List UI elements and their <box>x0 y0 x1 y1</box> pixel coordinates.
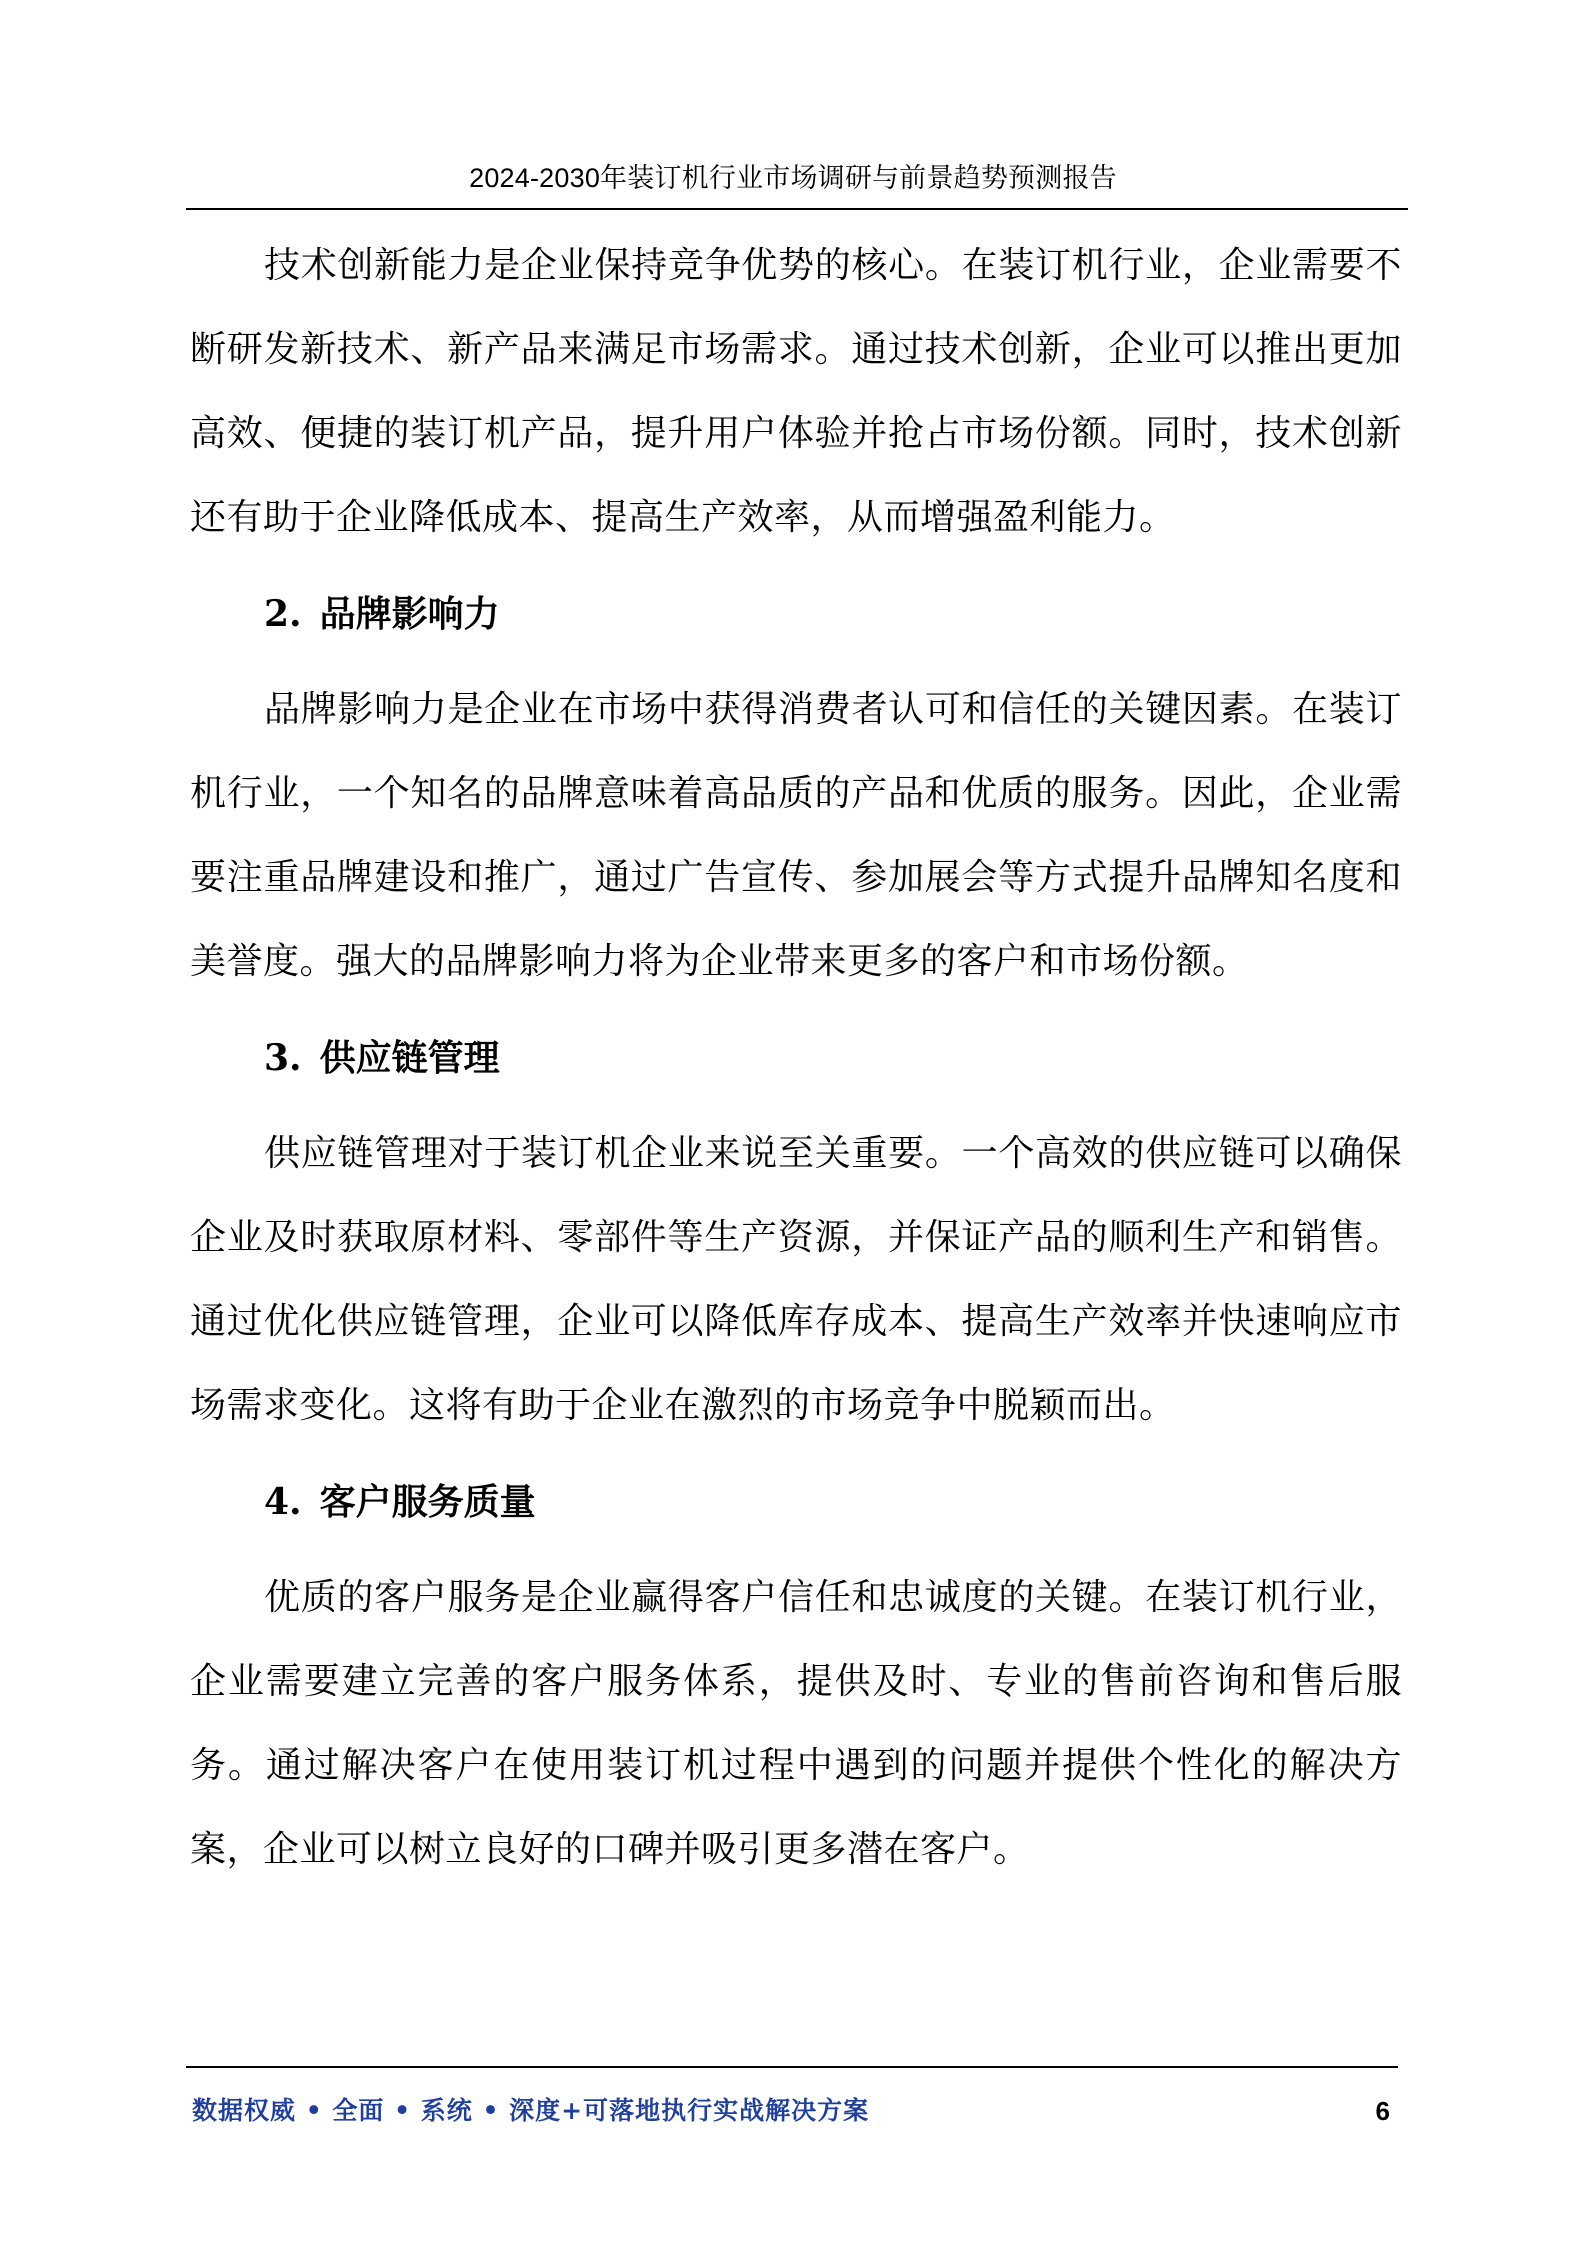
document-body <box>190 224 1402 1892</box>
section-paragraph-customer-service: 优质的客户服务是企业赢得客户信任和忠诚度的关键。在装订机行业，企业需要建立完善的客户服务体系，提供及时、专业的售前咨询和售后服务。通过解决客户在使用装订机过程中遇到的问题并提供个性化的解决方案，企业可以树立良好的口碑并吸引更多潜在客户。 <box>190 1577 1402 1870</box>
section-number: 4. <box>264 1481 302 1523</box>
header-divider <box>186 208 1408 210</box>
page-number: 6 <box>1375 2096 1390 2126</box>
section-heading-supply-chain <box>190 1016 1402 1100</box>
section-paragraph-brand: 品牌影响力是企业在市场中获得消费者认可和信任的关键因素。在装订机行业，一个知名的品牌意味着高品质的产品和优质的服务。因此，企业需要注重品牌建设和推广，通过广告宣传、参加展会等方式提升品牌知名度和美誉度。强大的品牌影响力将为企业带来更多的客户和市场份额。 <box>190 689 1402 982</box>
page-header-title: 2024-2030年装订机行业市场调研与前景趋势预测报告 <box>469 163 1117 193</box>
section-title: 客户服务质量 <box>319 1481 536 1523</box>
intro-paragraph: 技术创新能力是企业保持竞争优势的核心。在装订机行业，企业需要不断研发新技术、新产品来满足市场需求。通过技术创新，企业可以推出更加高效、便捷的装订机产品，提升用户体验并抢占市场份额。同时，技术创新还有助于企业降低成本、提高生产效率，从而增强盈利能力。 <box>190 245 1402 538</box>
footer-slogan: 数据权威 • 全面 • 系统 • 深度+可落地执行实战解决方案 <box>192 2096 870 2125</box>
section-paragraph-supply-chain: 供应链管理对于装订机企业来说至关重要。一个高效的供应链可以确保企业及时获取原材料、零部件等生产资源，并保证产品的顺利生产和销售。通过优化供应链管理，企业可以降低库存成本、提高生产效率并快速响应市场需求变化。这将有助于企业在激烈的市场竞争中脱颖而出。 <box>190 1133 1402 1426</box>
section-title: 供应链管理 <box>319 1037 500 1079</box>
footer-divider <box>186 2066 1398 2068</box>
section-title: 品牌影响力 <box>319 593 500 635</box>
section-number: 3. <box>264 1037 302 1079</box>
section-number: 2. <box>264 593 302 635</box>
section-heading-customer-service <box>190 1460 1402 1544</box>
section-heading-brand <box>190 572 1402 656</box>
